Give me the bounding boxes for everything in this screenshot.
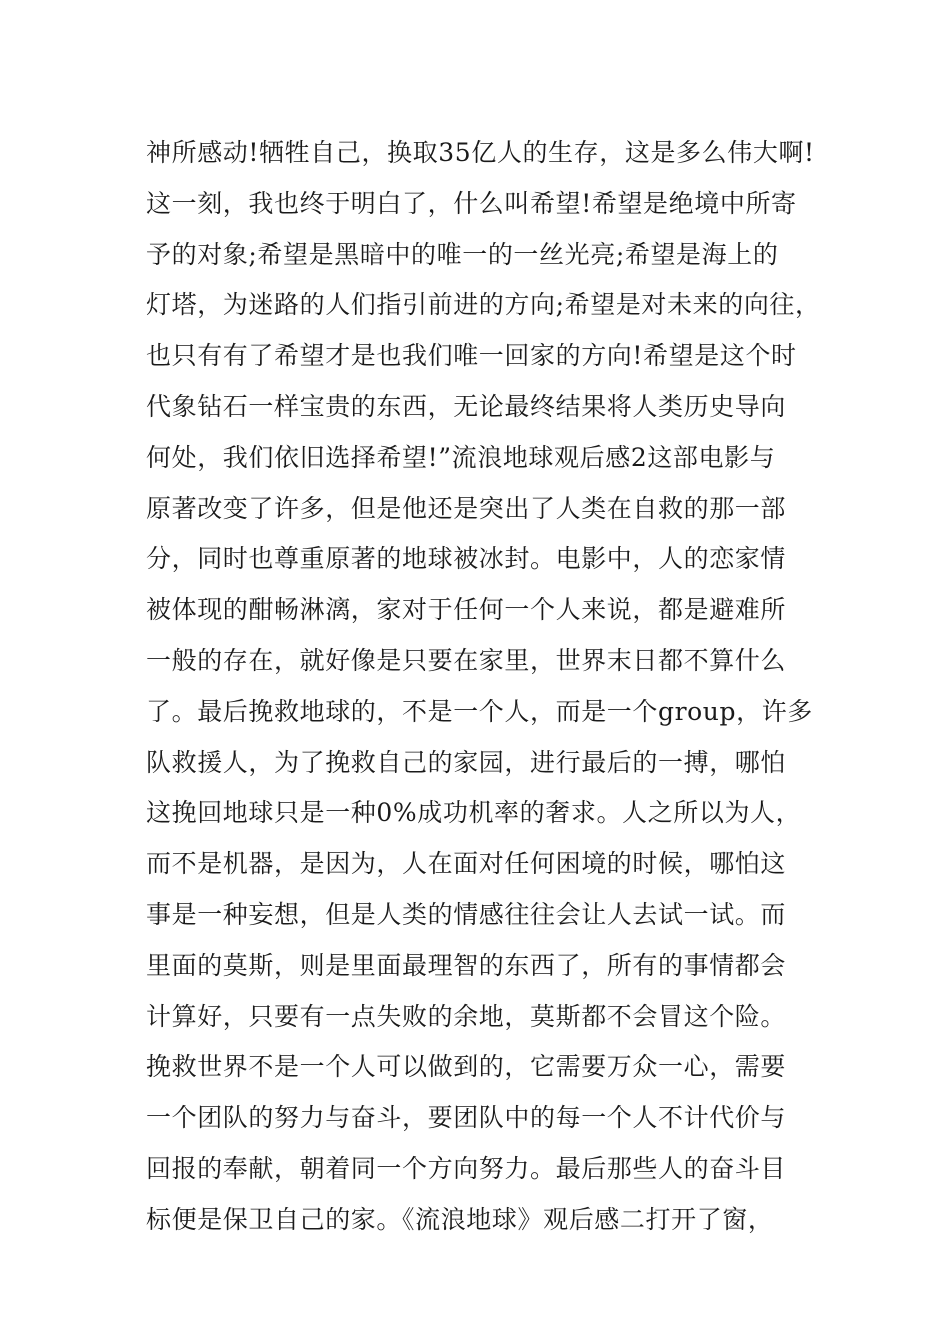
text-line: 了。最后挽救地球的，不是一个人，而是一个group，许多 bbox=[146, 696, 813, 726]
text-line: 回报的奉献，朝着同一个方向努力。最后那些人的奋斗目 bbox=[146, 1153, 787, 1183]
text-line: 何处，我们依旧选择希望!”流浪地球观后感2这部电影与 bbox=[146, 442, 776, 472]
text-line: 标便是保卫自己的家。《流浪地球》观后感二打开了窗， bbox=[146, 1204, 774, 1234]
text-line: 也只有有了希望才是也我们唯一回家的方向!希望是这个时 bbox=[146, 341, 797, 371]
text-line: 里面的莫斯，则是里面最理智的东西了，所有的事情都会 bbox=[146, 950, 787, 980]
text-line: 神所感动!牺牲自己，换取35亿人的生存，这是多么伟大啊! bbox=[146, 138, 815, 167]
text-line: 一个团队的努力与奋斗，要团队中的每一个人不计代价与 bbox=[146, 1103, 787, 1133]
text-line: 计算好，只要有一点失败的余地，莫斯都不会冒这个险。 bbox=[146, 1001, 787, 1031]
text-line: 而不是机器，是因为，人在面对任何困境的时候，哪怕这 bbox=[146, 849, 787, 879]
text-line: 予的对象;希望是黑暗中的唯一的一丝光亮;希望是海上的 bbox=[146, 239, 779, 269]
text-line: 队救援人，为了挽救自己的家园，进行最后的一搏，哪怕 bbox=[146, 747, 787, 777]
text-line: 这挽回地球只是一种0%成功机率的奢求。人之所以为人， bbox=[146, 798, 802, 828]
text-line: 代象钻石一样宝贵的东西，无论最终结果将人类历史导向 bbox=[146, 391, 787, 421]
text-line: 原著改变了许多，但是他还是突出了人类在自救的那一部 bbox=[146, 493, 787, 523]
text-line: 灯塔，为迷路的人们指引前进的方向;希望是对未来的向往， bbox=[146, 290, 821, 320]
text-line: 挽救世界不是一个人可以做到的，它需要万众一心，需要 bbox=[146, 1052, 787, 1082]
text-line: 事是一种妄想，但是人类的情感往往会让人去试一试。而 bbox=[146, 899, 787, 929]
body-text bbox=[146, 128, 826, 1246]
text-line: 一般的存在，就好像是只要在家里，世界末日都不算什么 bbox=[146, 645, 787, 675]
text-line: 这一刻，我也终于明白了，什么叫希望!希望是绝境中所寄 bbox=[146, 188, 797, 218]
text-line: 被体现的酣畅淋漓，家对于任何一个人来说，都是避难所 bbox=[146, 595, 787, 625]
text-line: 分，同时也尊重原著的地球被冰封。电影中，人的恋家情 bbox=[146, 544, 787, 574]
